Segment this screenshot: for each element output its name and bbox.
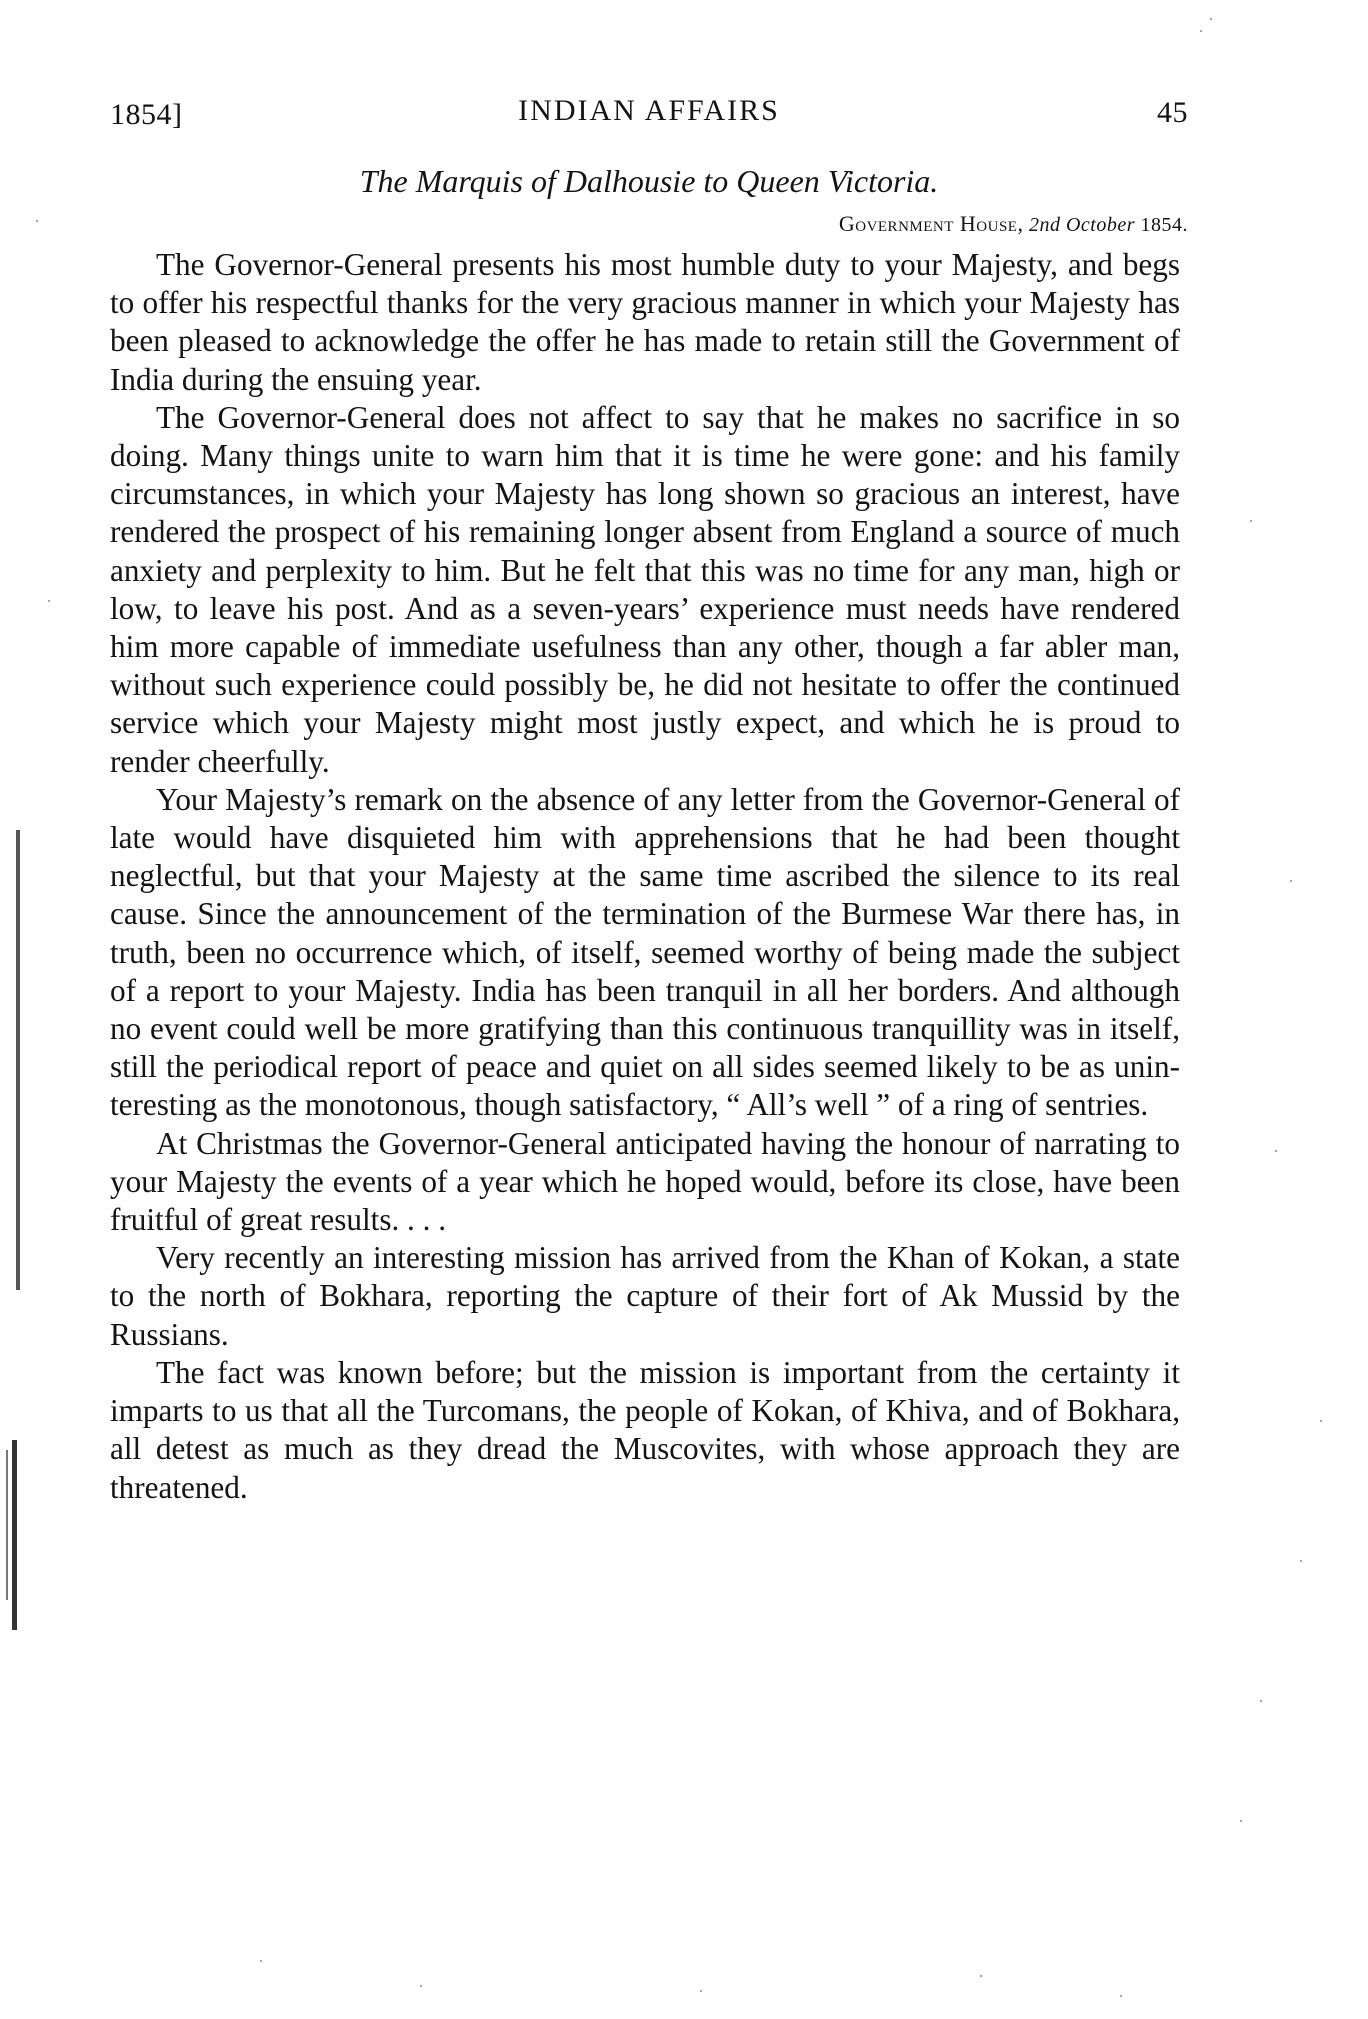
letter-heading: The Marquis of Dalhousie to Queen Victoria. [359, 163, 939, 199]
paragraph-5: Very recently an interesting mission has arrived from the Khan of Kokan, a state to the north of Bokhara, reporting the capture of their fort of Ak Mussid by the Russians. [110, 1240, 1180, 1352]
paragraph-6: The fact was known before; but the mission is important from the certainty it imparts to us that all the Turcomans, the people of Kokan, of Khiva, and of Bokhara, all detest as much as they dread the Muscovites, with whose approach they are threatened. [110, 1354, 1180, 1505]
dateline-place: Government House, [838, 211, 1024, 236]
paragraph-1: The Governor-General presents his most humble duty to your Majesty, and begs to offer his respectful thanks for the very gracious manner in which your Majesty has been pleased to acknowledge the offer he has made to retain still the Government of India during the ensuing year. [110, 247, 1180, 397]
running-head-year: 1854] [110, 98, 183, 131]
paragraph-4: At Christmas the Governor-General anticipated having the honour of narrating to your Majesty the events of a year which he hoped would, before its close, have been fruitful of great results. . . . [110, 1125, 1180, 1238]
running-head [110, 94, 1188, 134]
paragraph-3: Your Majesty’s remark on the absence of any letter from the Governor-General of late would have disquieted him with apprehensions that he had been thought neglectful, but that your Majesty at the same time ascribed the silence to its real cause. Since the announcement of the termination of the Burmese War there has, in truth, been no occurrence which, of itself, seemed worthy of being made the subject of a report to your Majesty. India has been tranquil in all her borders. And although no event could well be more gratifying than this continuous tranquillity was in itself, still the periodical report of peace and quiet on all sides seemed likely to be as uninteresting as the monotonous, though satisfactory, “ All’s well ” of a ring of sentries. [110, 781, 1180, 1123]
running-head-title: INDIAN AFFAIRS [518, 94, 780, 127]
scan-margin-mark [6, 1450, 8, 1600]
letter-body [110, 246, 1180, 1507]
dateline-date: 2nd October [1028, 214, 1135, 236]
dateline-year: 1854. [1140, 214, 1188, 236]
scan-margin-mark [12, 1440, 17, 1630]
page-number: 45 [1157, 96, 1188, 129]
letter-dateline [839, 211, 1188, 237]
paragraph-2: The Governor-General does not affect to say that he makes no sacrifice in so doing. Many things unite to warn him that it is time he were gone: and his family circumstances, in which your Majesty has long shown so gracious an interest, have rendered the prospect of his remaining longer absent from England a source of much anxiety and perplexity to him. But he felt that this was no time for any man, high or low, to leave his post. And as a seven-years’ experience must needs have rendered him more capable of immediate usefulness than any other, though a far abler man, without such experience could possibly be, he did not hesitate to offer the continued service which your Majesty might most justly expect, and which he is proud to render cheerfully. [110, 399, 1180, 779]
scan-margin-mark [16, 830, 20, 1290]
